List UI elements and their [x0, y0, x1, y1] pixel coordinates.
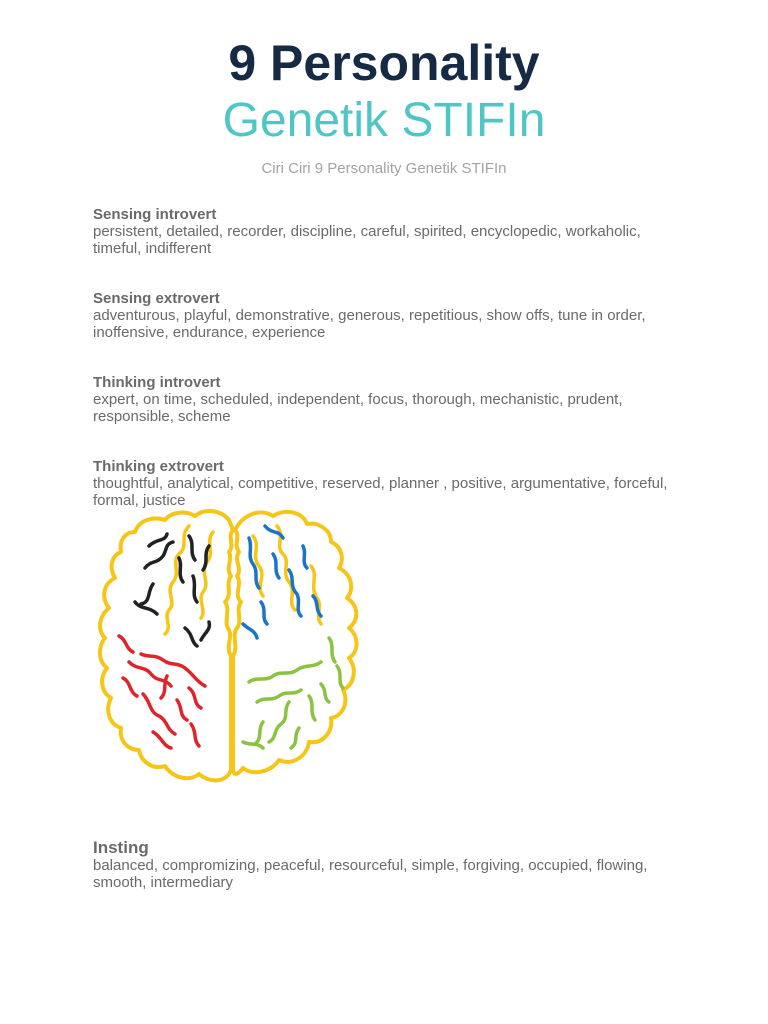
personality-section-insting: [93, 838, 683, 891]
section-traits: persistent, detailed, recorder, discipline, careful, spirited, encyclopedic, workaholic, timeful, indifferent: [93, 223, 641, 257]
personality-section-thinking-introvert: [93, 374, 683, 425]
brain-red-vein: [119, 636, 205, 748]
personality-section-thinking-extrovert: [93, 458, 683, 509]
brain-right-fold: [277, 526, 295, 610]
section-traits: thoughtful, analytical, competitive, reserved, planner , positive, argumentative, forceful, formal, justice: [93, 475, 668, 509]
brain-left-fold: [201, 532, 213, 618]
section-heading: Sensing extrovert: [93, 290, 220, 307]
section-traits: adventurous, playful, demonstrative, generous, repetitious, show offs, tune in order, inoffensive, endurance, experience: [93, 307, 646, 341]
page-subtitle-brand: Genetik STIFIn: [222, 94, 546, 147]
brain-icon: [93, 506, 365, 791]
brain-black-vein: [135, 534, 209, 646]
section-heading: Sensing introvert: [93, 206, 217, 223]
personality-section-sensing-extrovert: [93, 290, 683, 341]
section-traits: balanced, compromizing, peaceful, resourceful, simple, forgiving, occupied, flowing, smooth, intermediary: [93, 857, 648, 891]
section-heading: Thinking introvert: [93, 374, 221, 391]
page-title: 9 Personality: [228, 35, 540, 91]
section-heading: Thinking extrovert: [93, 458, 224, 475]
section-heading: Insting: [93, 838, 149, 857]
page-caption: Ciri Ciri 9 Personality Genetik STIFIn: [261, 160, 507, 177]
section-traits: expert, on time, scheduled, independent, focus, thorough, mechanistic, prudent, responsible, scheme: [93, 391, 623, 425]
personality-section-sensing-introvert: [93, 206, 683, 257]
